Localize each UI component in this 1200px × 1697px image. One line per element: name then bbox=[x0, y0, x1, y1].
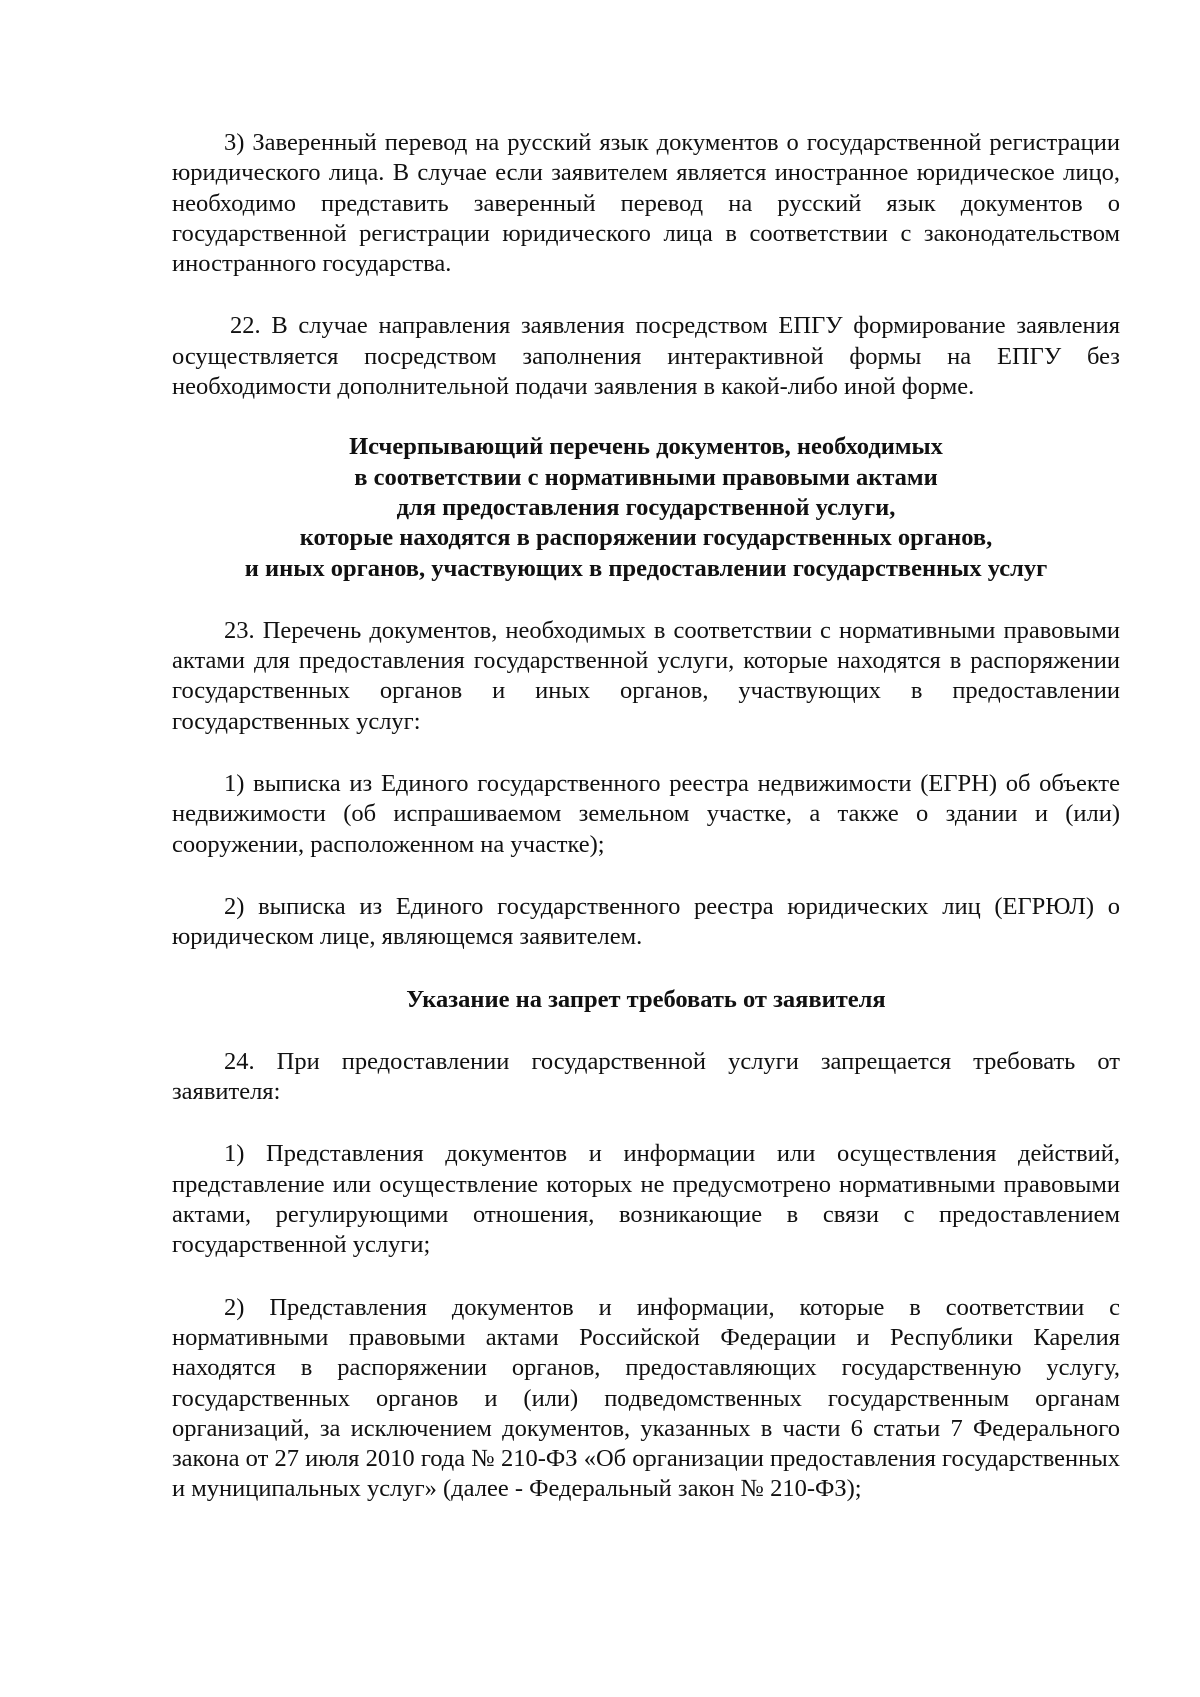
heading-line: Исчерпывающий перечень документов, необходимых bbox=[349, 433, 943, 461]
section-heading-documents-list bbox=[172, 432, 1120, 583]
paragraph-24-item-2: 2) Представления документов и информации, которые в соответствии с нормативными правовыми актами Российской Федерации и Республики Карелия находятся в распоряжении органов, предоставляющих государственную услугу, государственных органов и (или) подведомственных государственным органам организаций, за исключением документов, указанных в части 6 статьи 7 Федерального закона от 27 июля 2010 года № 210-ФЗ «Об организации предоставления государственных и муниципальных услуг» (далее - Федеральный закон № 210-ФЗ); bbox=[172, 1293, 1120, 1503]
paragraph-24-item-1: 1) Представления документов и информации или осуществления действий, представление или осуществление которых не предусмотрено нормативными правовыми актами, регулирующими отношения, возникающие в связи с предоставлением государственной услуги; bbox=[172, 1140, 1120, 1259]
heading-line: и иных органов, участвующих в предоставлении государственных услуг bbox=[244, 554, 1048, 582]
paragraph-23-documents: 23. Перечень документов, необходимых в соответствии с нормативными правовыми актами для предоставления государственной услуги, которые находятся в распоряжении государственных органов и иных органов, участвующих в предоставлении государственных услуг: bbox=[172, 616, 1120, 735]
paragraph-23-item-2-egrul: 2) выписка из Единого государственного реестра юридических лиц (ЕГРЮЛ) о юридическом лице, являющемся заявителем. bbox=[172, 892, 1120, 951]
paragraph-22-epgu: 22. В случае направления заявления посредством ЕПГУ формирование заявления осуществляется посредством заполнения интерактивной формы на ЕПГУ без необходимости дополнительной подачи заявления в какой-либо иной форме. bbox=[172, 312, 1120, 401]
heading-line: в соответствии с нормативными правовыми актами bbox=[354, 463, 938, 491]
paragraph-item-3-translation: 3) Заверенный перевод на русский язык документов о государственной регистрации юридического лица. В случае если заявителем является иностранное юридическое лицо, необходимо представить заверенный перевод на русский язык документов о государственной регистрации юридического лица в соответствии с законодательством иностранного государства. bbox=[172, 129, 1120, 278]
heading-line: для предоставления государственной услуги, bbox=[396, 493, 896, 521]
paragraph-23-item-1-egrn: 1) выписка из Единого государственного реестра недвижимости (ЕГРН) об объекте недвижимости (об испрашиваемом земельном участке, а также о здании и (или) сооружении, расположенном на участке); bbox=[172, 770, 1120, 858]
paragraph-24-prohibition: 24. При предоставлении государственной услуги запрещается требовать от заявителя: bbox=[172, 1047, 1120, 1106]
document-page bbox=[172, 128, 1120, 1505]
section-heading-prohibition: Указание на запрет требовать от заявителя bbox=[406, 985, 886, 1013]
heading-line: которые находятся в распоряжении государственных органов, bbox=[299, 524, 993, 552]
